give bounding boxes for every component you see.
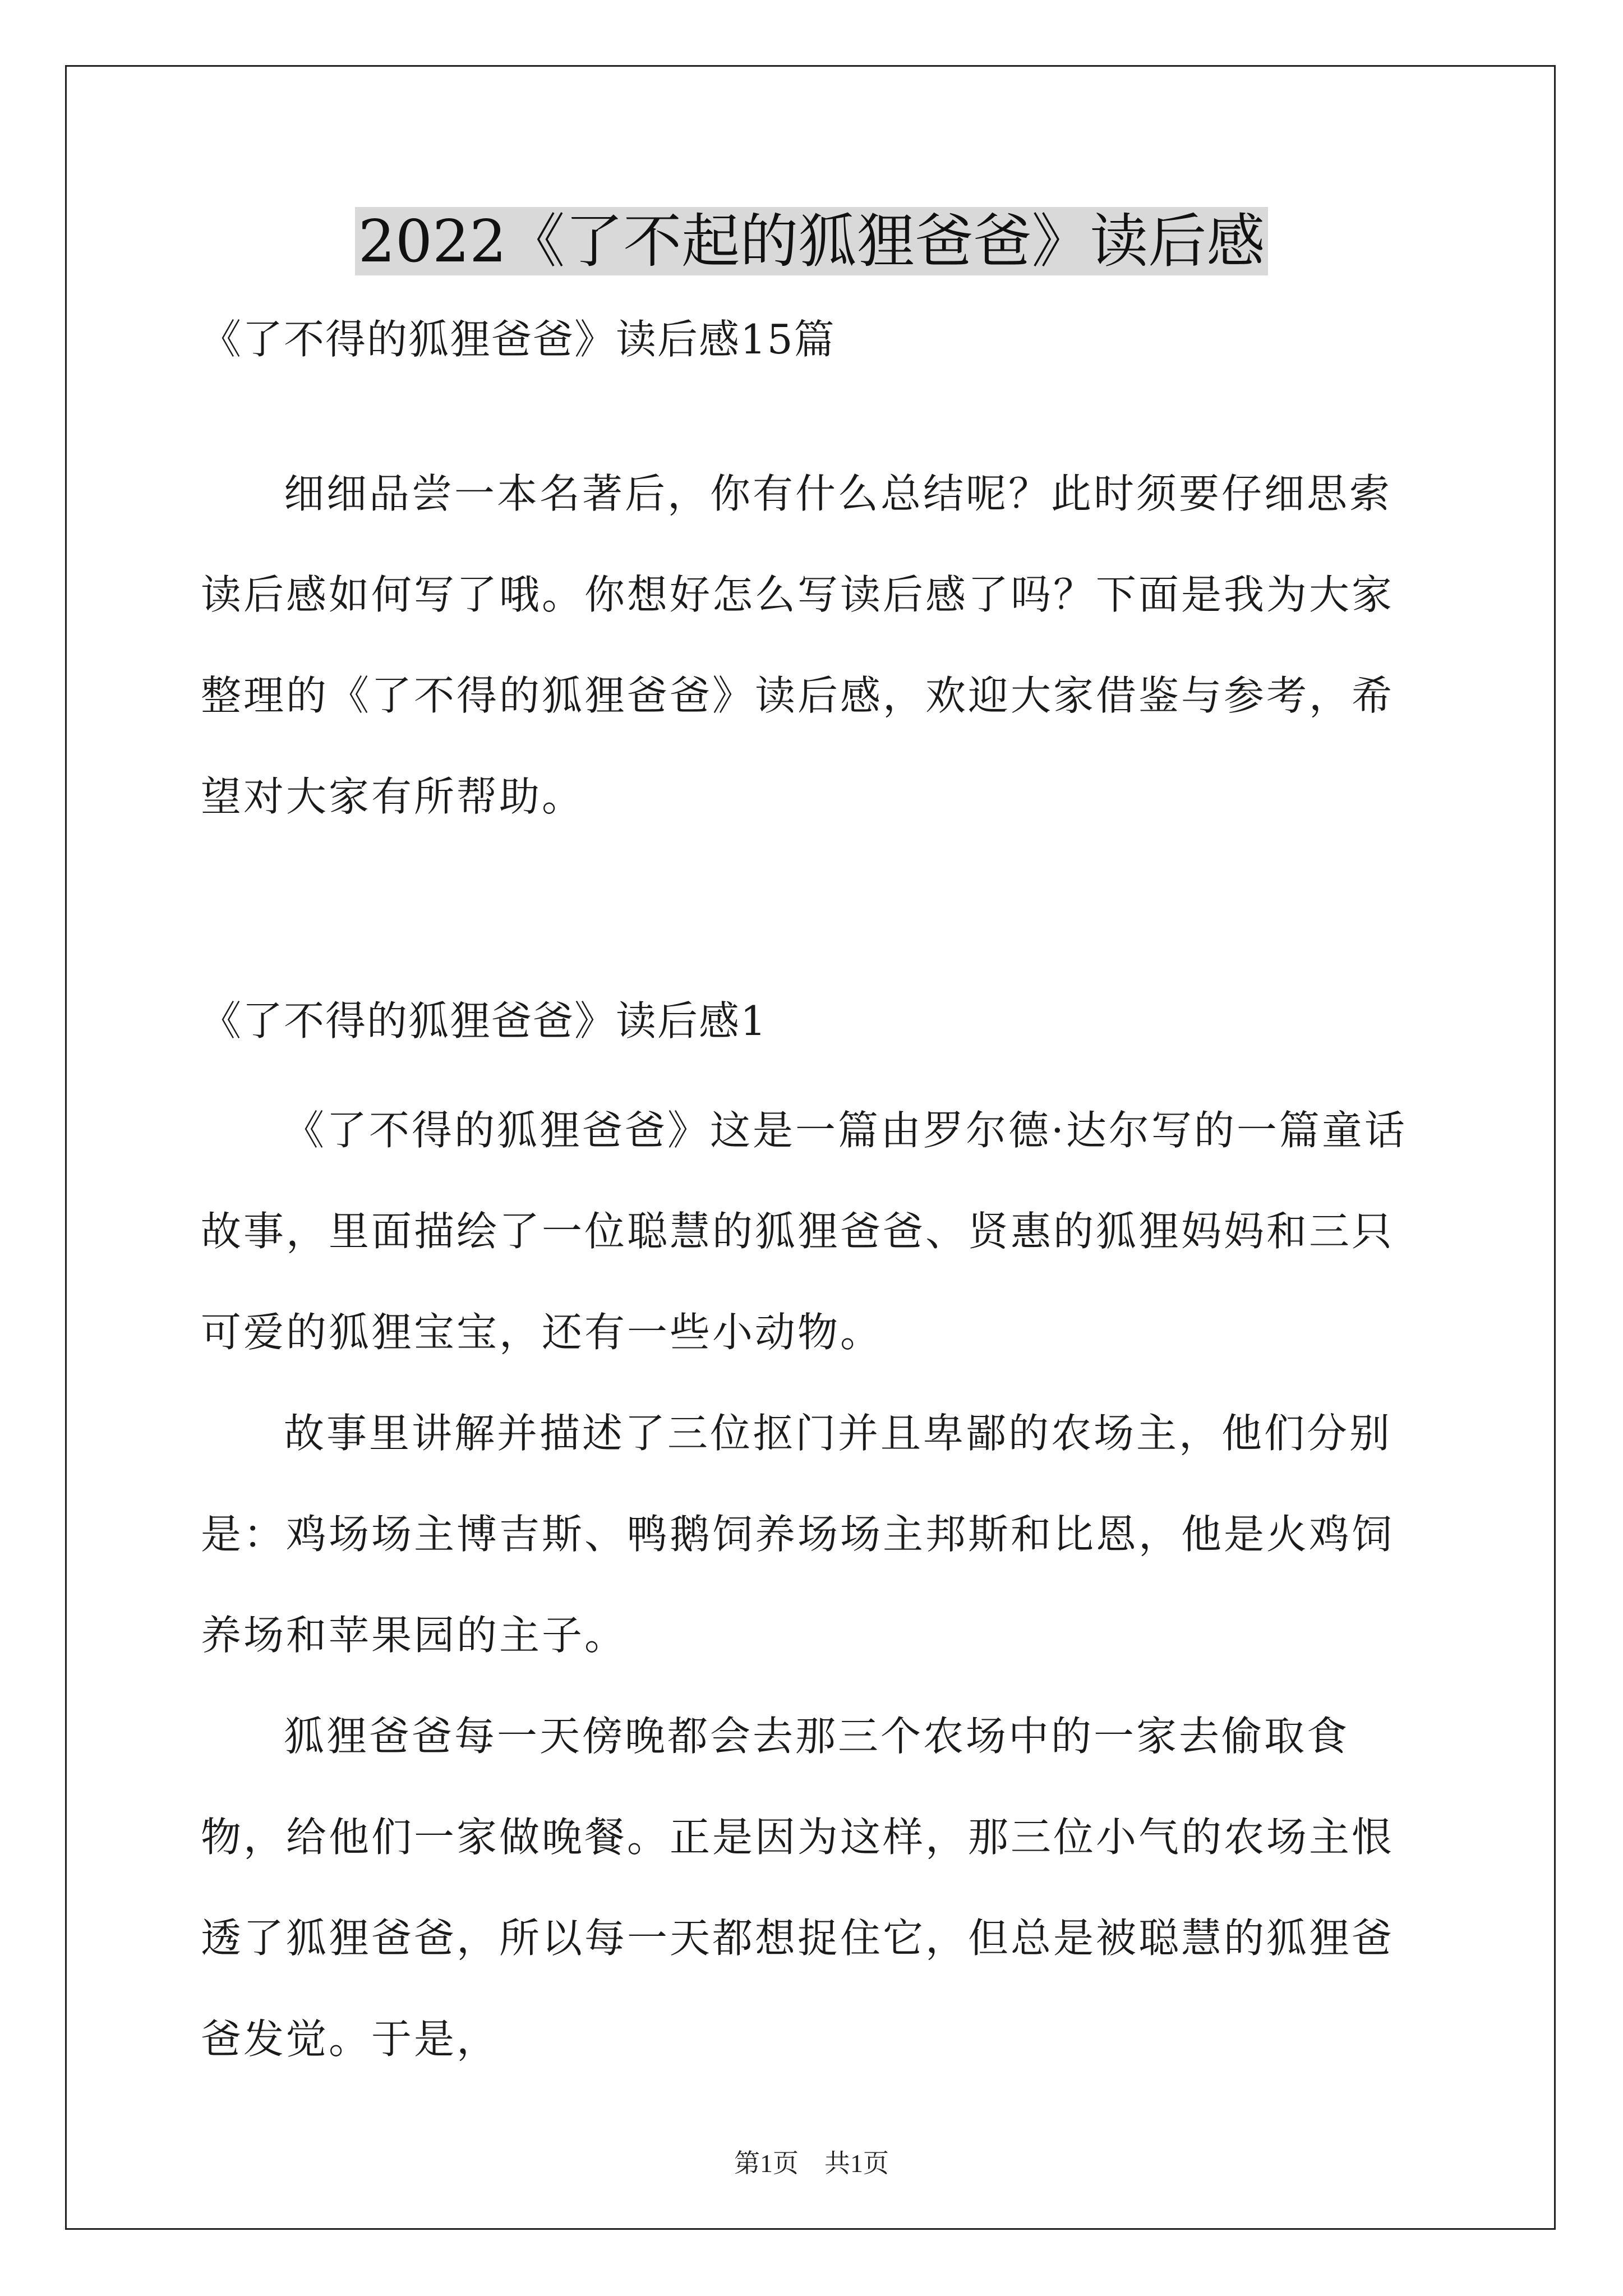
section-heading-1: 《了不得的狐狸爸爸》读后感1 xyxy=(201,997,767,1045)
page-footer: 第1页 共1页 xyxy=(734,2149,889,2178)
body-paragraph-2: 故事里讲解并描述了三位抠门并且卑鄙的农场主，他们分别是：鸡场场主博吉斯、鸭鹅饲养场场主邦斯和比恩，他是火鸡饲养场和苹果园的主子。 xyxy=(201,1410,1395,1659)
document-subtitle: 《了不得的狐狸爸爸》读后感15篇 xyxy=(201,316,836,363)
body-paragraph-3: 狐狸爸爸每一天傍晚都会去那三个农场中的一家去偷取食物，给他们一家做晚餐。正是因为这样，那三位小气的农场主恨透了狐狸爸爸，所以每一天都想捉住它，但总是被聪慧的狐狸爸爸发觉。于是， xyxy=(201,1713,1395,2063)
document-title-text: 2022《了不起的狐狸爸爸》读后感 xyxy=(355,207,1269,275)
document-title xyxy=(0,202,1623,280)
body-paragraph-1: 《了不得的狐狸爸爸》这是一篇由罗尔德·达尔写的一篇童话故事，里面描绘了一位聪慧的狐狸爸爸、贤惠的狐狸妈妈和三只可爱的狐狸宝宝，还有一些小动物。 xyxy=(201,1107,1407,1356)
intro-paragraph: 细细品尝一本名著后，你有什么总结呢？此时须要仔细思索读后感如何写了哦。你想好怎么写读后感了吗？下面是我为大家整理的《了不得的狐狸爸爸》读后感，欢迎大家借鉴与参考，希望对大家有所帮助。 xyxy=(201,470,1395,820)
